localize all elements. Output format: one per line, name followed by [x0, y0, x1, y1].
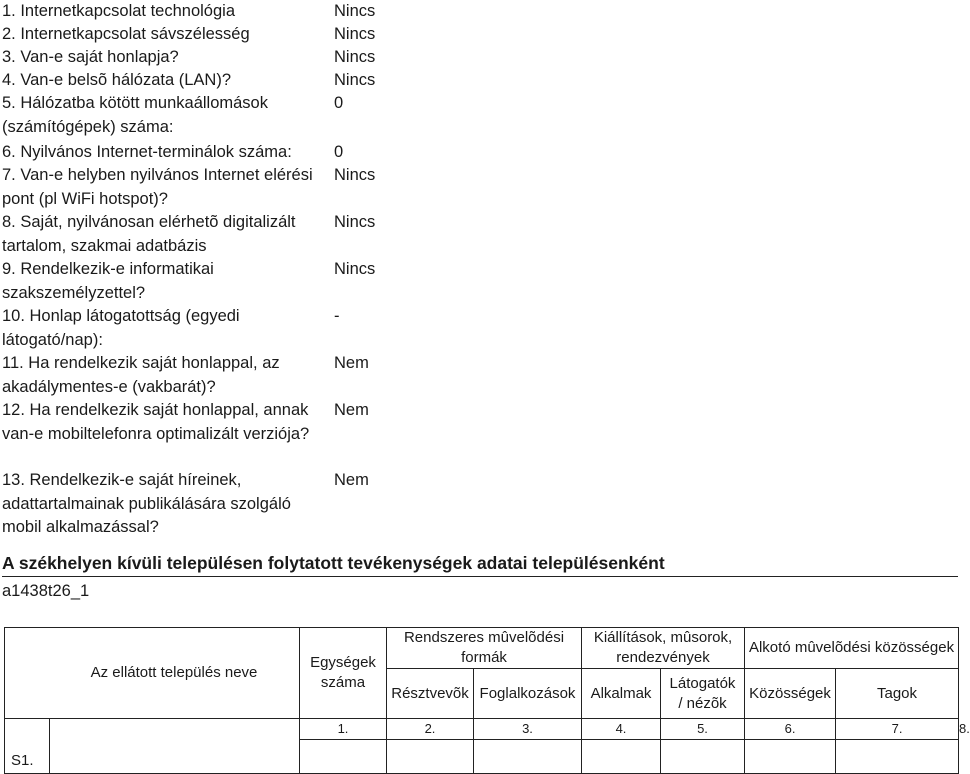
header-exhibitions: Kiállítások, mûsorok, rendezvények	[582, 628, 745, 669]
question-12: 12. Ha rendelkezik saját honlappal, annak van-e mobiltelefonra optimalizált verziója?	[2, 401, 310, 443]
header-creative-communities: Alkotó mûvelõdési közösségek	[745, 628, 959, 669]
header-regular-forms: Rendszeres mûvelõdési formák	[387, 628, 582, 669]
answer-3: Nincs	[334, 48, 376, 66]
header-settlement-name: Az ellátott település neve	[90, 664, 258, 681]
header-sessions: Foglalkozások	[474, 669, 582, 719]
settlement-name-cell	[50, 719, 300, 774]
section-title: A székhelyen kívüli településen folytatott tevékenységek adatai településenként	[2, 551, 958, 577]
col-number-3: 3.	[474, 719, 582, 740]
question-2: 2. Internetkapcsolat sávszélesség	[2, 25, 250, 43]
data-cell-3	[474, 740, 582, 774]
header-communities: Közösségek	[745, 669, 836, 719]
question-11: 11. Ha rendelkezik saját honlappal, az akadálymentes-e (vakbarát)?	[2, 354, 280, 396]
question-8: 8. Saját, nyilvánosan elérhetõ digitalizált tartalom, szakmai adatbázis	[2, 213, 296, 255]
answer-13: Nem	[334, 471, 369, 489]
header-members: Tagok	[836, 669, 959, 719]
question-10: 10. Honlap látogatottság (egyedi látogató/nap):	[2, 307, 240, 349]
answer-5: 0	[334, 94, 344, 112]
question-5: 5. Hálózatba kötött munkaállomások (számítógépek) száma:	[2, 94, 268, 136]
answer-10: -	[334, 307, 340, 325]
question-9: 9. Rendelkezik-e informatikai szakszemélyzettel?	[2, 260, 214, 302]
header-participants: Résztvevõk	[387, 669, 474, 719]
header-units-count: Egységek száma	[310, 654, 376, 691]
data-cell-4	[582, 740, 661, 774]
answer-8: Nincs	[334, 213, 376, 231]
col-number-5: 5.	[661, 719, 745, 740]
answer-2: Nincs	[334, 25, 376, 43]
data-cell-2	[387, 740, 474, 774]
answer-1: Nincs	[334, 2, 376, 20]
col-number-2: 2.	[387, 719, 474, 740]
col-number-7: 7.	[836, 719, 959, 740]
header-visitors: Látogatók / nézõk	[669, 674, 736, 712]
question-6: 6. Nyilvános Internet-terminálok száma:	[2, 143, 292, 161]
table-code: a1438t26_1	[2, 582, 90, 600]
question-3: 3. Van-e saját honlapja?	[2, 48, 179, 66]
col-number-1: 1.	[300, 719, 387, 740]
answer-6: 0	[334, 143, 344, 161]
question-4: 4. Van-e belsõ hálózata (LAN)?	[2, 71, 231, 89]
row-label: S1.	[5, 719, 50, 774]
answer-12: Nem	[334, 401, 369, 419]
data-cell-1	[300, 740, 387, 774]
answer-4: Nincs	[334, 71, 376, 89]
answer-11: Nem	[334, 354, 369, 372]
question-7: 7. Van-e helyben nyilvános Internet elérési pont (pl WiFi hotspot)?	[2, 166, 313, 208]
settlement-activity-table: Az ellátott település neve Egységek száma Rendszeres mûvelõdési formák Kiállítások, mûsorok, rendezvények Alkotó mûvelõdési közösségek Résztvevõk Foglalkozások Alkalmak Látogatók / nézõk Közösségek Tagok S1. 1. 2. 3. 4. 5. 6. 7. 8.	[4, 627, 959, 774]
answer-9: Nincs	[334, 260, 376, 278]
question-13: 13. Rendelkezik-e saját híreinek, adattartalmainak publikálására szolgáló mobil alkalmazással?	[2, 471, 291, 536]
header-cell-units-count	[300, 628, 387, 719]
col-number-4: 4.	[582, 719, 661, 740]
answer-7: Nincs	[334, 166, 376, 184]
header-cell-settlement-name	[5, 628, 300, 719]
data-cell-6	[745, 740, 836, 774]
col-number-6: 6.	[745, 719, 836, 740]
question-1: 1. Internetkapcsolat technológia	[2, 2, 235, 20]
data-cell-7	[836, 740, 959, 774]
header-cell-visitors	[661, 669, 745, 719]
header-occasions: Alkalmak	[582, 669, 661, 719]
data-cell-5	[661, 740, 745, 774]
